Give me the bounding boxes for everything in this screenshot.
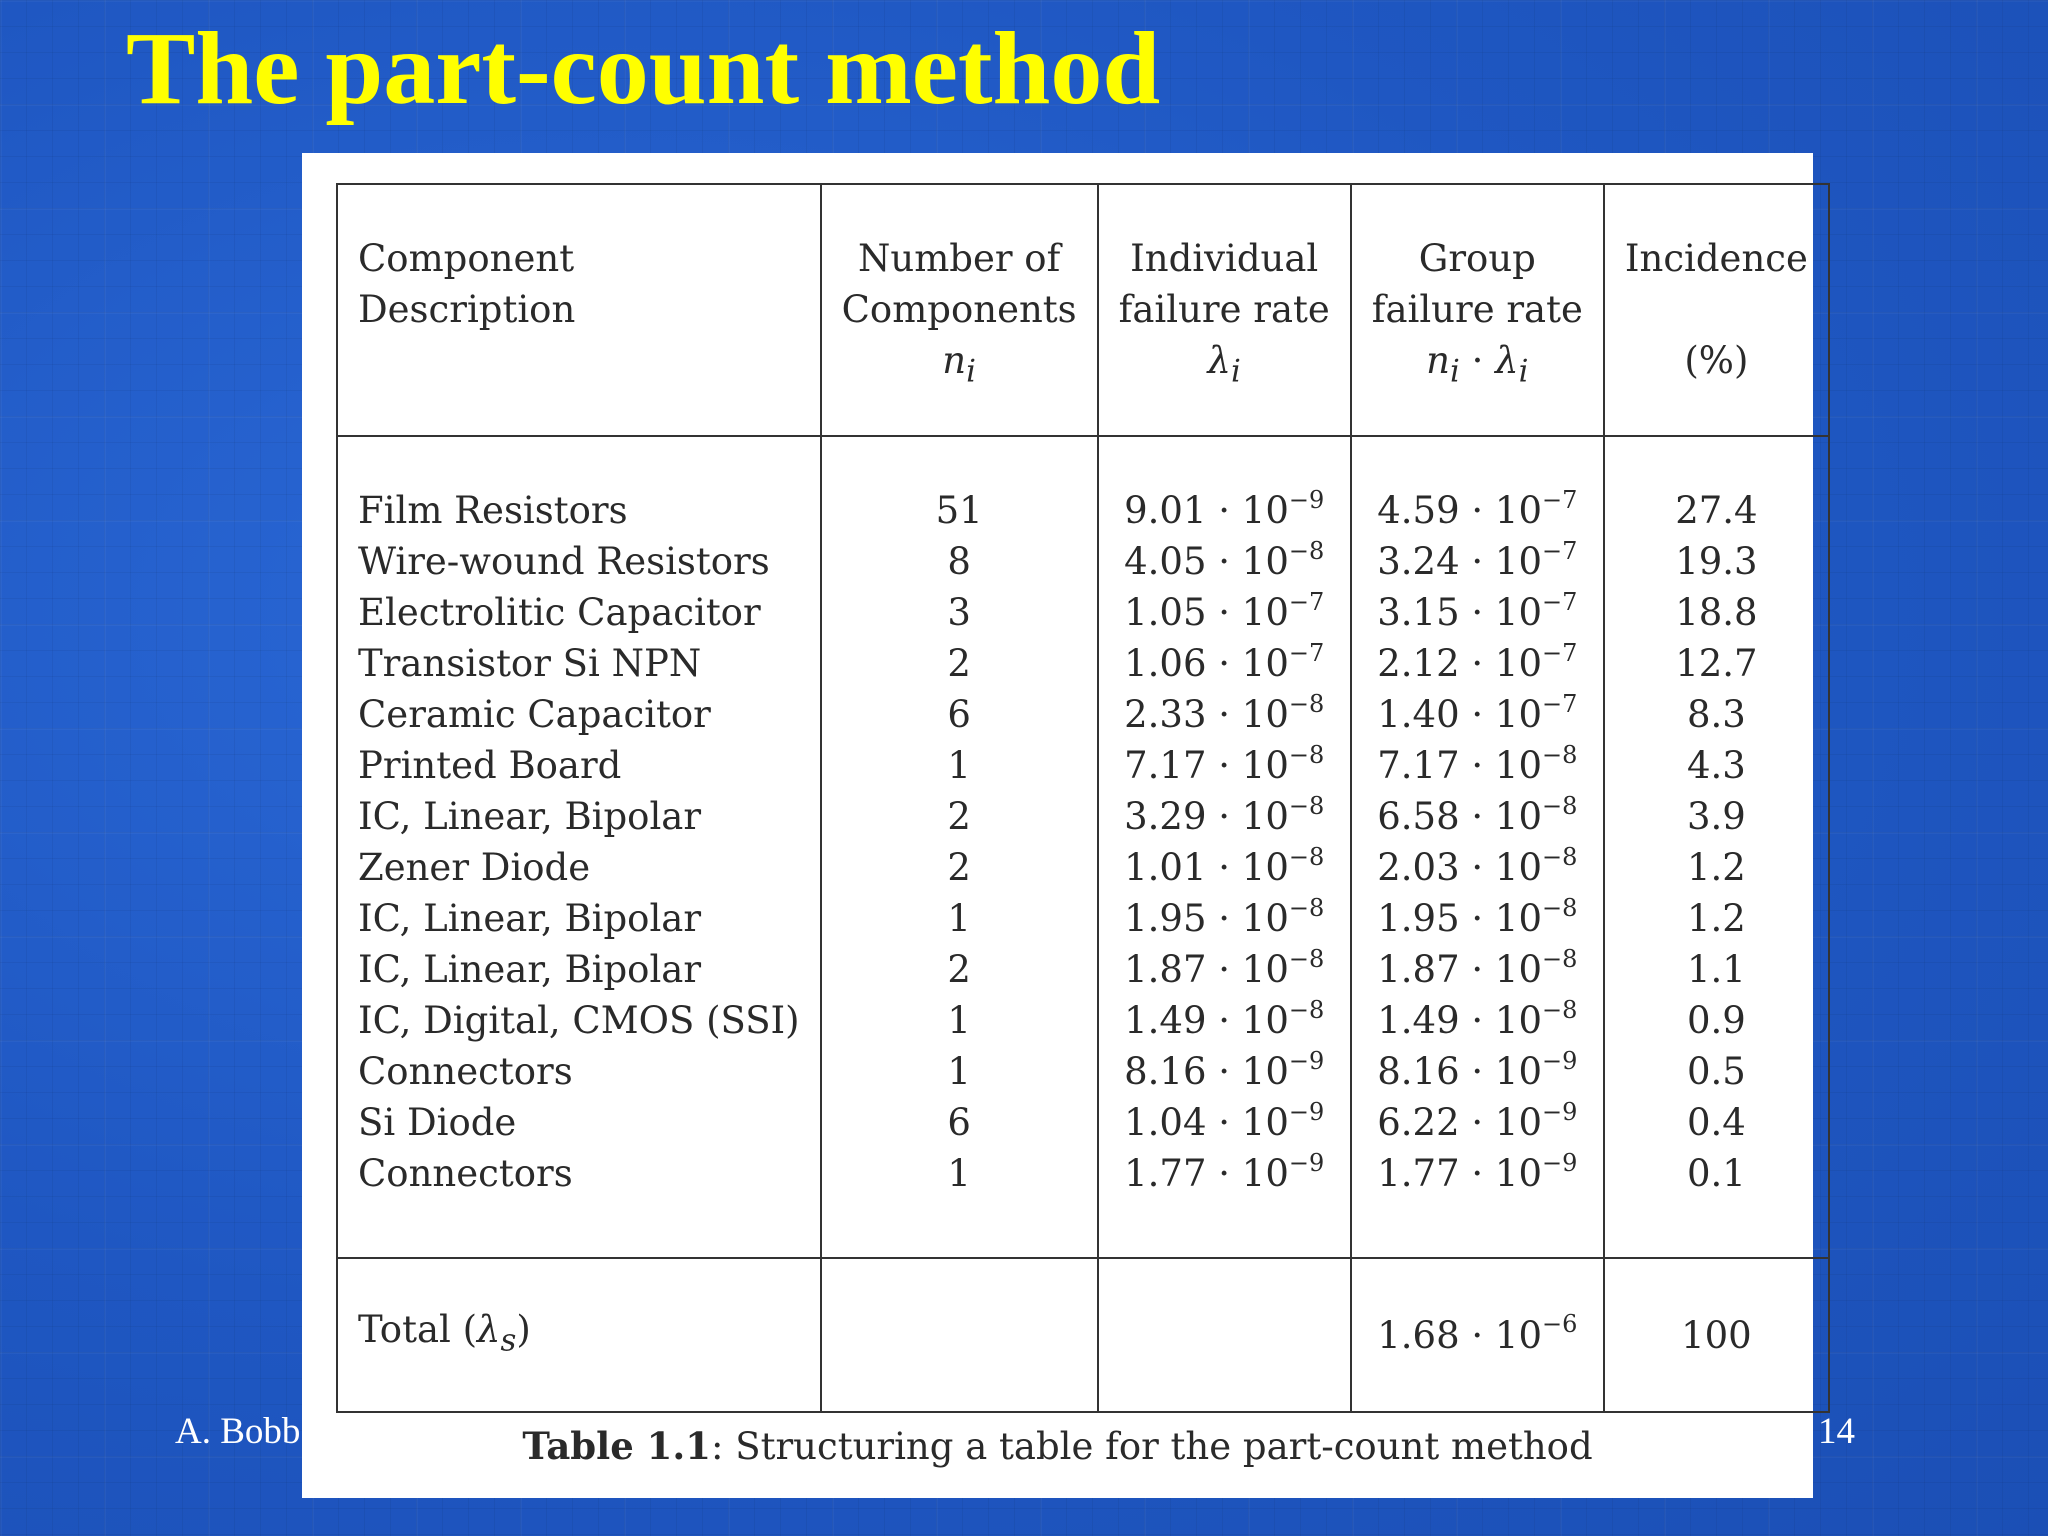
row-number: 1 bbox=[821, 995, 1098, 1046]
row-individual-rate: $1.95 \cdot 10^{-8}$ bbox=[1098, 893, 1351, 944]
row-group-rate: $6.22 \cdot 10^{-9}$ bbox=[1351, 1097, 1604, 1148]
table-row bbox=[337, 1097, 1829, 1148]
row-group-rate: $1.87 \cdot 10^{-8}$ bbox=[1351, 944, 1604, 995]
table-row bbox=[337, 1148, 1829, 1199]
header-incidence: Incidence (%) bbox=[1604, 184, 1829, 436]
row-incidence: 12.7 bbox=[1604, 638, 1829, 689]
table-row bbox=[337, 1046, 1829, 1097]
row-description: Zener Diode bbox=[337, 842, 821, 893]
row-incidence: 4.3 bbox=[1604, 740, 1829, 791]
row-individual-rate: $1.06 \cdot 10^{-7}$ bbox=[1098, 638, 1351, 689]
table-row bbox=[337, 485, 1829, 536]
row-description: Printed Board bbox=[337, 740, 821, 791]
table-panel bbox=[302, 153, 1813, 1498]
row-description: Wire-wound Resistors bbox=[337, 536, 821, 587]
row-description: Film Resistors bbox=[337, 485, 821, 536]
total-incidence: 100 bbox=[1604, 1258, 1829, 1412]
row-incidence: 0.9 bbox=[1604, 995, 1829, 1046]
row-individual-rate: $1.87 \cdot 10^{-8}$ bbox=[1098, 944, 1351, 995]
row-description: IC, Digital, CMOS (SSI) bbox=[337, 995, 821, 1046]
row-incidence: 19.3 bbox=[1604, 536, 1829, 587]
row-individual-rate: $8.16 \cdot 10^{-9}$ bbox=[1098, 1046, 1351, 1097]
row-group-rate: $8.16 \cdot 10^{-9}$ bbox=[1351, 1046, 1604, 1097]
table-row bbox=[337, 638, 1829, 689]
row-number: 6 bbox=[821, 1097, 1098, 1148]
table-row bbox=[337, 689, 1829, 740]
row-group-rate: $1.77 \cdot 10^{-9}$ bbox=[1351, 1148, 1604, 1199]
total-group-rate: $1.68 \cdot 10^{-6}$ bbox=[1351, 1258, 1604, 1412]
row-group-rate: $1.49 \cdot 10^{-8}$ bbox=[1351, 995, 1604, 1046]
row-description: Connectors bbox=[337, 1148, 821, 1199]
row-group-rate: $2.03 \cdot 10^{-8}$ bbox=[1351, 842, 1604, 893]
row-incidence: 1.1 bbox=[1604, 944, 1829, 995]
row-description: Transistor Si NPN bbox=[337, 638, 821, 689]
table-body bbox=[337, 436, 1829, 1258]
row-description: IC, Linear, Bipolar bbox=[337, 893, 821, 944]
row-number: 1 bbox=[821, 893, 1098, 944]
table-header-row bbox=[337, 184, 1829, 436]
row-incidence: 27.4 bbox=[1604, 485, 1829, 536]
row-description: Electrolitic Capacitor bbox=[337, 587, 821, 638]
row-number: 1 bbox=[821, 1046, 1098, 1097]
table-row bbox=[337, 791, 1829, 842]
row-description: Si Diode bbox=[337, 1097, 821, 1148]
row-group-rate: $1.95 \cdot 10^{-8}$ bbox=[1351, 893, 1604, 944]
row-number: 2 bbox=[821, 842, 1098, 893]
slide-title: The part-count method bbox=[126, 11, 1161, 126]
part-count-table bbox=[336, 183, 1830, 1413]
row-group-rate: $1.40 \cdot 10^{-7}$ bbox=[1351, 689, 1604, 740]
row-incidence: 8.3 bbox=[1604, 689, 1829, 740]
header-group-rate: Group failure rate $n_i \cdot \lambda_i$ bbox=[1351, 184, 1604, 436]
row-individual-rate: $1.77 \cdot 10^{-9}$ bbox=[1098, 1148, 1351, 1199]
row-number: 2 bbox=[821, 638, 1098, 689]
row-incidence: 0.1 bbox=[1604, 1148, 1829, 1199]
table-row bbox=[337, 740, 1829, 791]
total-label: Total $(\lambda_s)$ bbox=[337, 1258, 821, 1412]
table-caption: Table 1.1: Structuring a table for the part-count method bbox=[522, 1424, 1593, 1468]
row-group-rate: $2.12 \cdot 10^{-7}$ bbox=[1351, 638, 1604, 689]
row-individual-rate: $7.17 \cdot 10^{-8}$ bbox=[1098, 740, 1351, 791]
row-number: 6 bbox=[821, 689, 1098, 740]
row-individual-rate: $1.49 \cdot 10^{-8}$ bbox=[1098, 995, 1351, 1046]
row-group-rate: $6.58 \cdot 10^{-8}$ bbox=[1351, 791, 1604, 842]
header-individual-rate: Individual failure rate $\lambda_i$ bbox=[1098, 184, 1351, 436]
row-number: 51 bbox=[821, 485, 1098, 536]
row-description: Ceramic Capacitor bbox=[337, 689, 821, 740]
page-number: 14 bbox=[1818, 1411, 1855, 1452]
table-row bbox=[337, 995, 1829, 1046]
row-group-rate: $7.17 \cdot 10^{-8}$ bbox=[1351, 740, 1604, 791]
row-number: 1 bbox=[821, 1148, 1098, 1199]
row-individual-rate: $4.05 \cdot 10^{-8}$ bbox=[1098, 536, 1351, 587]
table-total-row bbox=[337, 1258, 1829, 1412]
header-description: Component Description bbox=[337, 184, 821, 436]
row-group-rate: $3.15 \cdot 10^{-7}$ bbox=[1351, 587, 1604, 638]
row-incidence: 1.2 bbox=[1604, 893, 1829, 944]
row-incidence: 18.8 bbox=[1604, 587, 1829, 638]
row-incidence: 3.9 bbox=[1604, 791, 1829, 842]
footer-author: A. Bobb bbox=[175, 1411, 301, 1452]
row-description: IC, Linear, Bipolar bbox=[337, 791, 821, 842]
row-individual-rate: $9.01 \cdot 10^{-9}$ bbox=[1098, 485, 1351, 536]
header-number: Number of Components $n_i$ bbox=[821, 184, 1098, 436]
row-number: 3 bbox=[821, 587, 1098, 638]
table-row bbox=[337, 842, 1829, 893]
row-group-rate: $3.24 \cdot 10^{-7}$ bbox=[1351, 536, 1604, 587]
row-individual-rate: $1.01 \cdot 10^{-8}$ bbox=[1098, 842, 1351, 893]
row-individual-rate: $1.04 \cdot 10^{-9}$ bbox=[1098, 1097, 1351, 1148]
row-group-rate: $4.59 \cdot 10^{-7}$ bbox=[1351, 485, 1604, 536]
row-individual-rate: $1.05 \cdot 10^{-7}$ bbox=[1098, 587, 1351, 638]
row-description: Connectors bbox=[337, 1046, 821, 1097]
row-individual-rate: $3.29 \cdot 10^{-8}$ bbox=[1098, 791, 1351, 842]
row-number: 8 bbox=[821, 536, 1098, 587]
table-row bbox=[337, 944, 1829, 995]
table-row bbox=[337, 536, 1829, 587]
row-number: 1 bbox=[821, 740, 1098, 791]
row-description: IC, Linear, Bipolar bbox=[337, 944, 821, 995]
table-row bbox=[337, 587, 1829, 638]
row-number: 2 bbox=[821, 944, 1098, 995]
row-number: 2 bbox=[821, 791, 1098, 842]
row-incidence: 1.2 bbox=[1604, 842, 1829, 893]
row-individual-rate: $2.33 \cdot 10^{-8}$ bbox=[1098, 689, 1351, 740]
row-incidence: 0.5 bbox=[1604, 1046, 1829, 1097]
row-incidence: 0.4 bbox=[1604, 1097, 1829, 1148]
table-row bbox=[337, 893, 1829, 944]
